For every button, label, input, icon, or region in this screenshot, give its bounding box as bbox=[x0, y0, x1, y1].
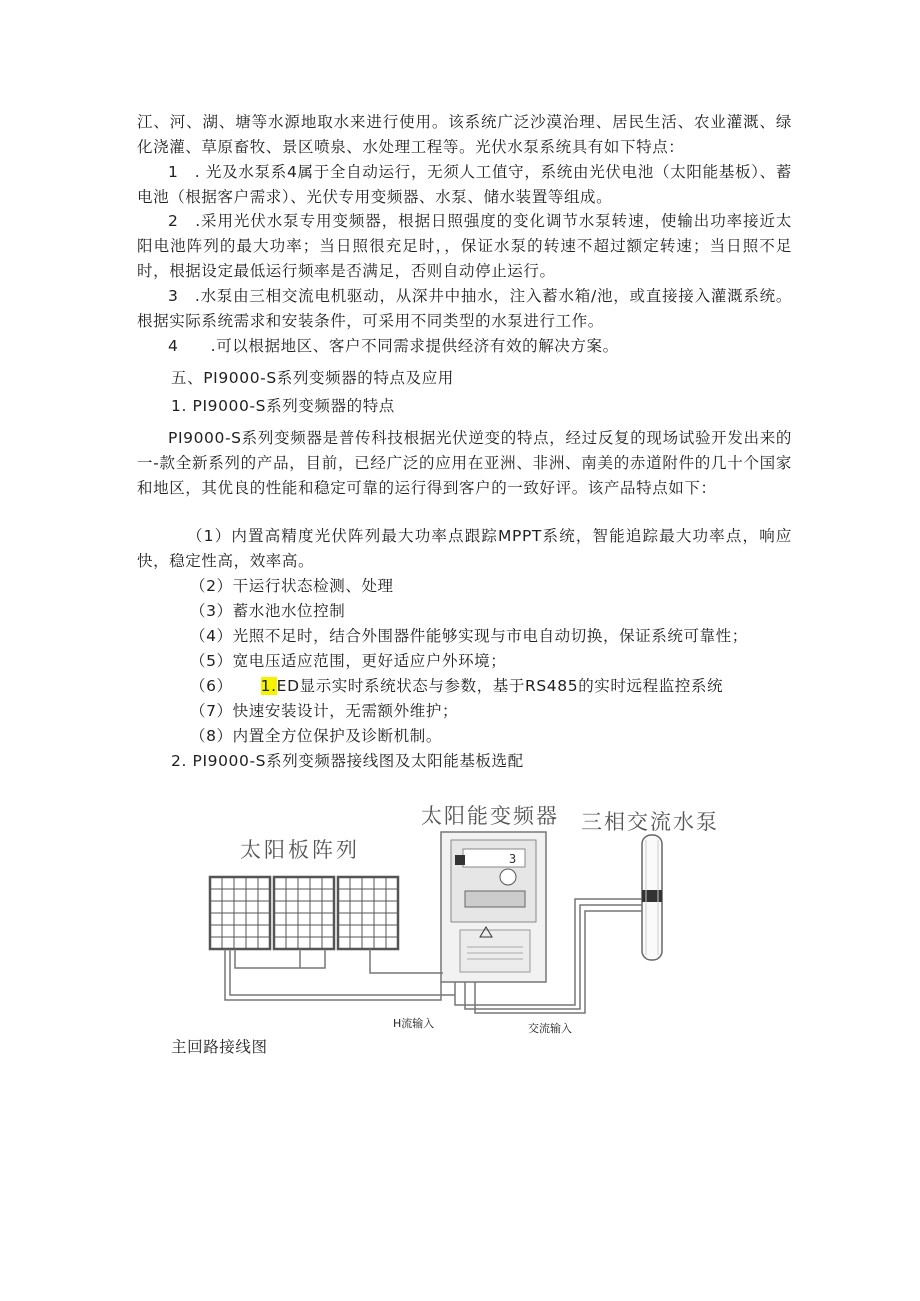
feature-item-3: 3 .水泵由三相交流电机驱动，从深井中抽水，注入蓄水箱/池，或直接接入灌溉系统。根据实际系统需求和安装条件，可采用不同类型的水泵进行工作。 bbox=[137, 287, 792, 330]
feature-item-1: 1 . 光及水泵系4属于全自动运行，无须人工值守，系统由光伏电池（太阳能基板）、蓄电池（根据客户需求）、光伏专用变频器、水泵、储水装置等组成。 bbox=[137, 163, 792, 206]
ac-input-label: 交流输入 bbox=[528, 1022, 572, 1035]
feature-list-item-2: （2）干运行状态检测、处理 bbox=[190, 577, 394, 595]
subsection-heading-1: 1. PI9000-S系列变频器的特点 bbox=[171, 397, 395, 415]
highlighted-text: 1. bbox=[260, 677, 277, 695]
pump-device bbox=[642, 835, 662, 960]
section-heading: 五、PI9000-S系列变频器的特点及应用 bbox=[171, 369, 454, 387]
feature-6-prefix: （6） bbox=[190, 677, 233, 695]
section-body: PI9000-S系列变频器是普传科技根据光伏逆变的特点，经过反复的现场试验开发出来的一-款全新系列的产品，目前，已经广泛的应用在亚洲、非洲、南美的赤道附件的几十个国家和地区，其优良的性能和稳定可靠的运行得到客户的一致好评。该产品特点如下： bbox=[137, 429, 792, 497]
solar-panel bbox=[274, 877, 334, 949]
inverter-device bbox=[441, 832, 546, 982]
feature-item-4: 4 .可以根据地区、客户不同需求提供经济有效的解决方案。 bbox=[168, 337, 619, 355]
feature-list-item-3: （3）蓄水池水位控制 bbox=[190, 602, 346, 620]
feature-6-text: ED显示实时系统状态与参数，基于RS485的实时远程监控系统 bbox=[276, 677, 724, 695]
feature-list-item-1: （1）内置高精度光伏阵列最大功率点跟踪MPPT系统，智能追踪最大功率点，响应快，稳定性高，效率高。 bbox=[137, 527, 792, 570]
solar-array-label: 太阳板阵列 bbox=[240, 838, 360, 862]
intro-paragraph: 江、河、湖、塘等水源地取水来进行使用。该系统广泛沙漠治理、居民生活、农业灌溉、绿化浇灌、草原畜牧、景区喷泉、水处理工程等。光伏水泵系统具有如下特点： bbox=[137, 113, 792, 156]
subsection-heading-2: 2. PI9000-S系列变频器接线图及太阳能基板选配 bbox=[171, 752, 524, 770]
inverter-label: 太阳能变频器 bbox=[421, 804, 559, 828]
feature-list-item-7: （7）快速安装设计，无需额外维护； bbox=[190, 702, 459, 720]
svg-text:3: 3 bbox=[509, 852, 517, 866]
feature-list-item-8: （8）内置全方位保护及诊断机制。 bbox=[190, 727, 442, 745]
feature-list-item-6 bbox=[190, 674, 723, 699]
dc-input-label: H流输入 bbox=[393, 1017, 435, 1030]
pump-label: 三相交流水泵 bbox=[581, 810, 719, 834]
feature-list-item-4: （4）光照不足时，结合外围器件能够实现与市电自动切换，保证系统可靠性； bbox=[190, 627, 748, 645]
solar-panels bbox=[210, 877, 398, 949]
feature-list-item-5: （5）宽电压适应范围，更好适应户外环境； bbox=[190, 652, 507, 670]
wires bbox=[225, 899, 642, 1013]
wiring-diagram bbox=[205, 795, 735, 1040]
solar-panel bbox=[210, 877, 270, 949]
figure-caption: 主回路接线图 bbox=[171, 1038, 268, 1056]
solar-panel bbox=[338, 877, 398, 949]
feature-item-2: 2 .采用光伏水泵专用变频器，根据日照强度的变化调节水泵转速，使输出功率接近太阳电池阵列的最大功率；当日照很充足时，，保证水泵的转速不超过额定转速；当日照不足时，根据设定最低运行频率是否满足，否则自动停止运行。 bbox=[137, 212, 792, 280]
